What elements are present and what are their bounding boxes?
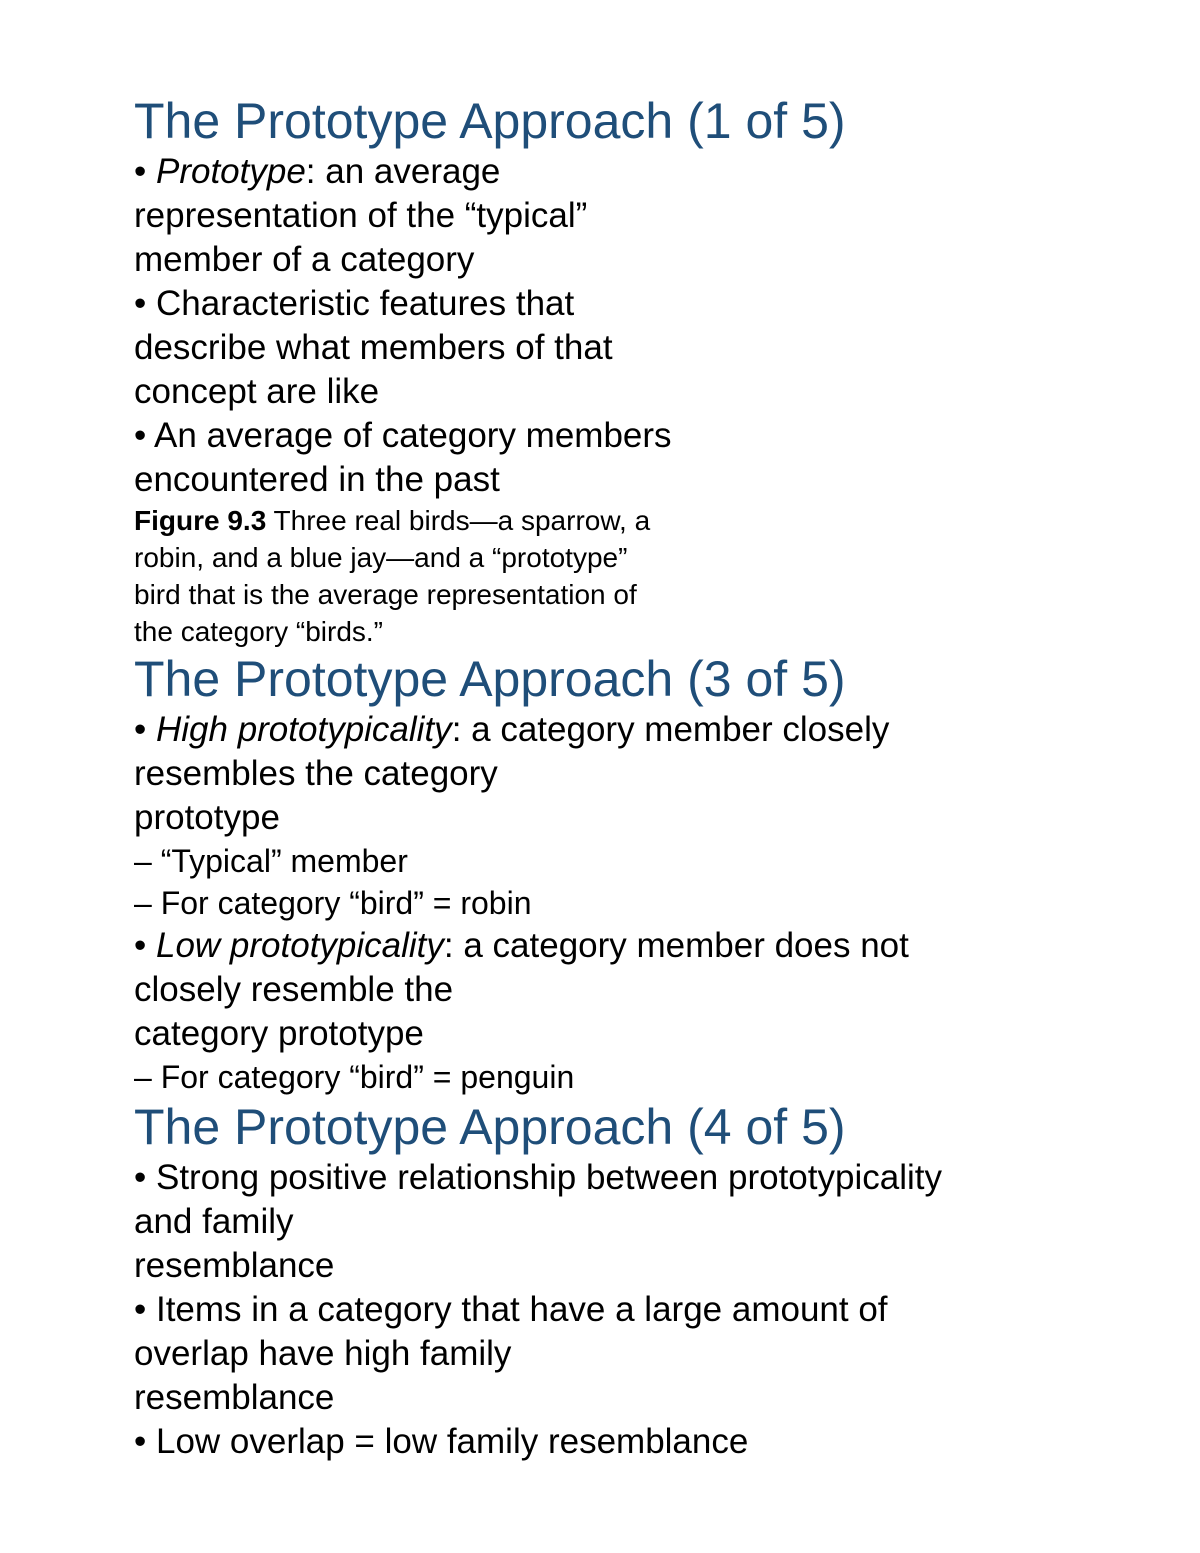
text-line: concept are like <box>134 372 380 411</box>
section-heading: The Prototype Approach (1 of 5) <box>134 93 846 149</box>
bullet-average-members: • An average of category members <box>134 416 672 455</box>
definition-text: : a category member closely <box>451 710 890 749</box>
text-line: resembles the category <box>134 754 498 793</box>
section-heading: The Prototype Approach (3 of 5) <box>134 651 846 707</box>
term-prototype: Prototype <box>155 152 306 191</box>
term-low-prototypicality: Low prototypicality <box>155 926 444 965</box>
bullet-marker: • <box>134 152 156 191</box>
text-line: prototype <box>134 798 280 837</box>
term-high-prototypicality: High prototypicality <box>155 710 452 749</box>
text-line: encountered in the past <box>134 460 500 499</box>
text-line: member of a category <box>134 240 475 279</box>
bullet-positive-relationship: • Strong positive relationship between prototypicality <box>134 1158 942 1197</box>
figure-caption <box>134 502 1094 539</box>
bullet-marker: • <box>134 926 156 965</box>
text-line: category prototype <box>134 1014 424 1053</box>
sub-bullet-penguin: – For category “bird” = penguin <box>134 1059 575 1095</box>
caption-line: the category “birds.” <box>134 616 383 647</box>
bullet-characteristic-features: • Characteristic features that <box>134 284 575 323</box>
text-line: resemblance <box>134 1246 335 1285</box>
text-line: closely resemble the <box>134 970 454 1009</box>
bullet-prototype-definition <box>134 150 1094 194</box>
figure-label: Figure 9.3 <box>134 505 267 536</box>
bullet-large-overlap: • Items in a category that have a large amount of <box>134 1290 888 1329</box>
caption-line: bird that is the average representation of <box>134 579 637 610</box>
bullet-marker: • <box>134 710 156 749</box>
text-line: overlap have high family <box>134 1334 512 1373</box>
section-prototype-4 <box>134 1098 1094 1464</box>
text-line: representation of the “typical” <box>134 196 588 235</box>
sub-bullet-robin: – For category “bird” = robin <box>134 885 532 921</box>
document-page <box>134 92 1094 1464</box>
bullet-low-prototypicality <box>134 924 1094 968</box>
section-prototype-1 <box>134 92 1094 650</box>
bullet-high-prototypicality <box>134 708 1094 752</box>
definition-text: : an average <box>305 152 501 191</box>
sub-bullet-typical-member: – “Typical” member <box>134 843 408 879</box>
caption-line: robin, and a blue jay—and a “prototype” <box>134 542 628 573</box>
definition-text: : a category member does not <box>443 926 909 965</box>
bullet-low-overlap: • Low overlap = low family resemblance <box>134 1422 749 1461</box>
text-line: describe what members of that <box>134 328 613 367</box>
section-heading: The Prototype Approach (4 of 5) <box>134 1099 846 1155</box>
section-prototype-3 <box>134 650 1094 1098</box>
caption-text: Three real birds—a sparrow, a <box>266 505 651 536</box>
text-line: resemblance <box>134 1378 335 1417</box>
text-line: and family <box>134 1202 294 1241</box>
